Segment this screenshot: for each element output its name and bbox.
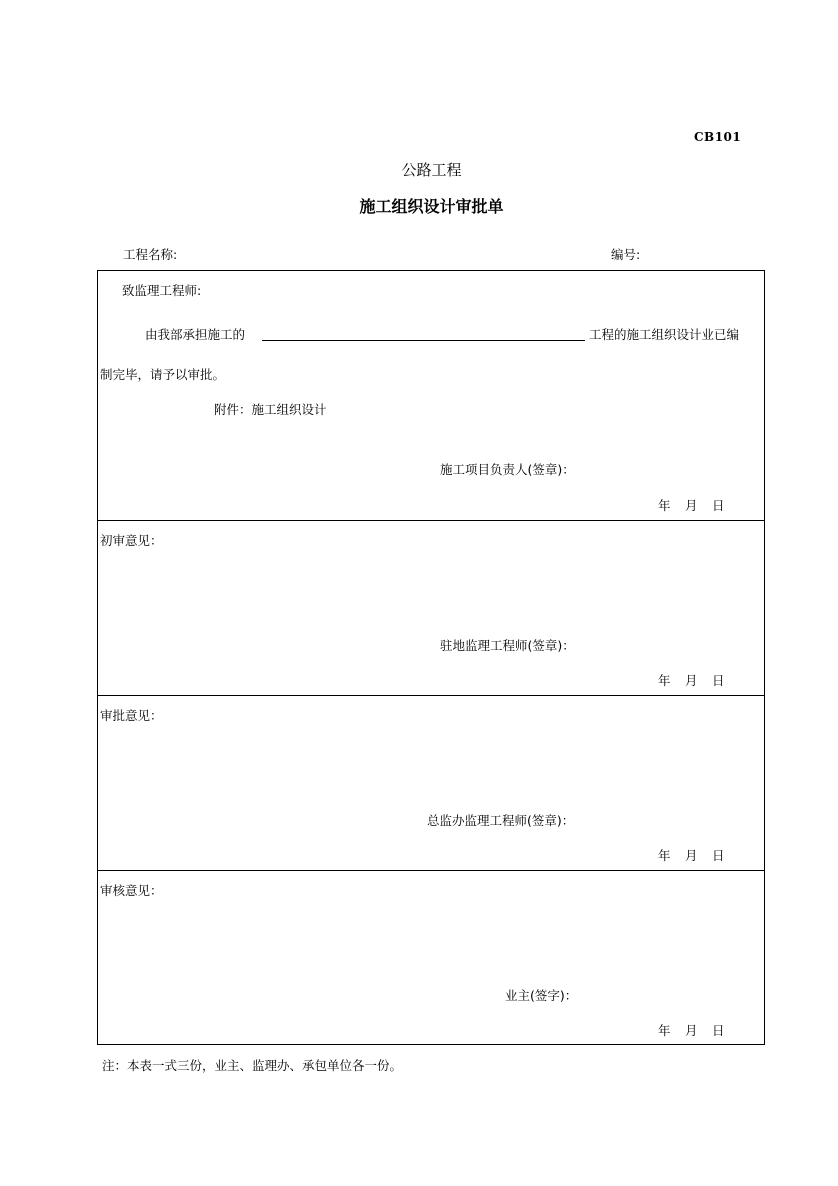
resident-engineer-signature-label: 驻地监理工程师(签章)：: [440, 638, 575, 653]
date-month: 月: [685, 1023, 698, 1038]
approval-form-table: [97, 270, 765, 1045]
footnote: 注：本表一式三份，业主、监理办、承包单位各一份。: [102, 1058, 403, 1073]
date-year: 年: [658, 498, 671, 513]
chief-engineer-signature-label: 总监办监理工程师(签章)：: [427, 813, 575, 828]
project-name-label: 工程名称:: [123, 247, 178, 262]
project-manager-signature-label: 施工项目负责人(签章)：: [440, 462, 575, 477]
date-month: 月: [685, 848, 698, 863]
date-month: 月: [685, 673, 698, 688]
date-year: 年: [658, 848, 671, 863]
owner-signature-label: 业主(签字)：: [505, 988, 578, 1003]
initial-review-label: 初审意见：: [100, 533, 163, 548]
project-name-blank[interactable]: [262, 340, 585, 341]
date-day: 日: [712, 498, 725, 513]
approval-opinion-label: 审批意见：: [100, 708, 163, 723]
date-day: 日: [712, 673, 725, 688]
form-title: 施工组织设计审批单: [359, 197, 504, 216]
owner-review-label: 审核意见：: [100, 883, 163, 898]
date-day: 日: [712, 848, 725, 863]
body-suffix: 工程的施工组织设计业已编: [589, 327, 740, 342]
body-prefix: 由我部承担施工的: [145, 327, 246, 342]
addressee-label: 致监理工程师:: [122, 283, 202, 298]
project-title: 公路工程: [401, 161, 462, 179]
section-divider: [97, 520, 765, 521]
section-divider: [97, 695, 765, 696]
section-divider: [97, 870, 765, 871]
date-month: 月: [685, 498, 698, 513]
date-year: 年: [658, 1023, 671, 1038]
attachment-label: 附件：施工组织设计: [214, 402, 327, 417]
date-year: 年: [658, 673, 671, 688]
form-code: CB101: [694, 130, 742, 144]
body-continuation: 制完毕，请予以审批。: [100, 367, 226, 382]
number-label: 编号:: [611, 247, 641, 262]
date-day: 日: [712, 1023, 725, 1038]
